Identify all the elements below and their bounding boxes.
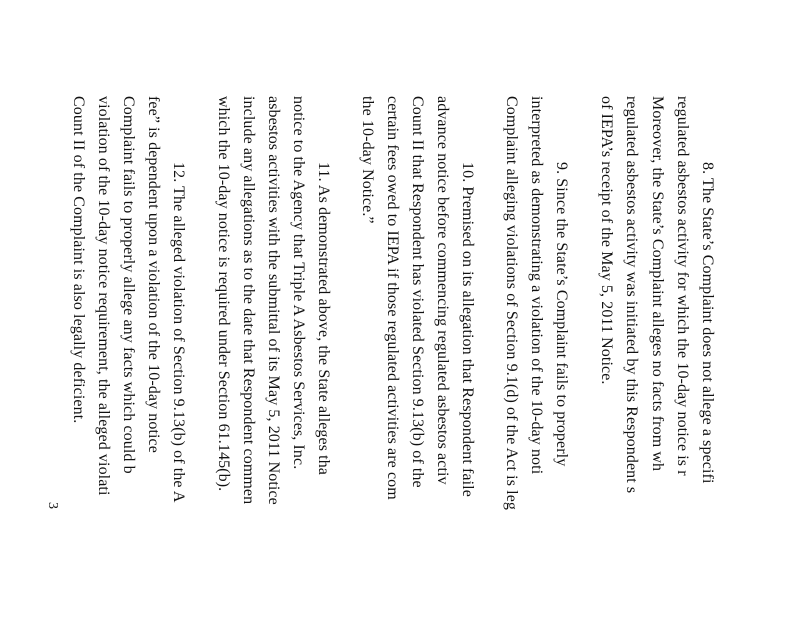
paragraph-8-line-5: of IEPA’s receipt of the May 5, 2011 Notice. [598,96,615,385]
paragraph-11-line-2: notice to the Agency that Triple A Asbestos Services, Inc. [290,96,307,470]
paragraph-8-line-3: Moreover, the State’s Complaint alleges no facts from wh [649,96,666,472]
paragraph-8-line-2: regulated asbestos activity for which the 10-day notice is r [674,96,691,476]
paragraph-8-line-1: 8. The State’s Complaint does not allege a specifi [699,162,716,484]
paragraph-12-line-1: 12. The alleged violation of Section 9.13(b) of the A [170,162,187,503]
paragraph-8-line-4: regulated asbestos activity was initiated by this Respondent s [623,96,640,494]
paragraph-9-line-3: Complaint alleging violations of Section 9.1(d) of the Act is leg [503,96,520,510]
paragraph-11-line-4: include any allegations as to the date that Respondent commen [240,96,257,505]
page-number: 3 [45,502,60,509]
paragraph-10-line-4: certain fees owed to IEPA if those regulated activities are com [384,96,401,500]
paragraph-12-line-4: violation of the 10-day notice requirement, the alleged violati [95,96,112,496]
paragraph-10-line-2: advance notice before commencing regulated asbestos activ [434,96,451,485]
paragraph-11-line-3: asbestos activities with the submittal of its May 5, 2011 Notice [265,96,282,505]
paragraph-12-line-2: fee” is dependent upon a violation of the 10-day notice [145,96,162,453]
paragraph-12-line-5: Count II of the Complaint is also legally deficient. [70,96,87,424]
paragraph-10-line-5: the 10-day Notice.” [359,96,376,224]
paragraph-12-line-3: Complaint fails to properly allege any facts which could b [120,96,137,474]
paragraph-11-line-5: which the 10-day notice is required under Section 61.145(b). [215,96,232,492]
paragraph-9-line-1: 9. Since the State’s Complaint fails to properly [553,162,570,467]
paragraph-10-line-1: 10. Premised on its allegation that Respondent faile [459,162,476,497]
paragraph-11-line-1: 11. As demonstrated above, the State alleges tha [315,162,332,476]
paragraph-9-line-2: interpreted as demonstrating a violation of the 10-day noti [528,96,545,475]
paragraph-10-line-3: Count II that Respondent has violated Section 9.13(b) of the [409,96,426,488]
